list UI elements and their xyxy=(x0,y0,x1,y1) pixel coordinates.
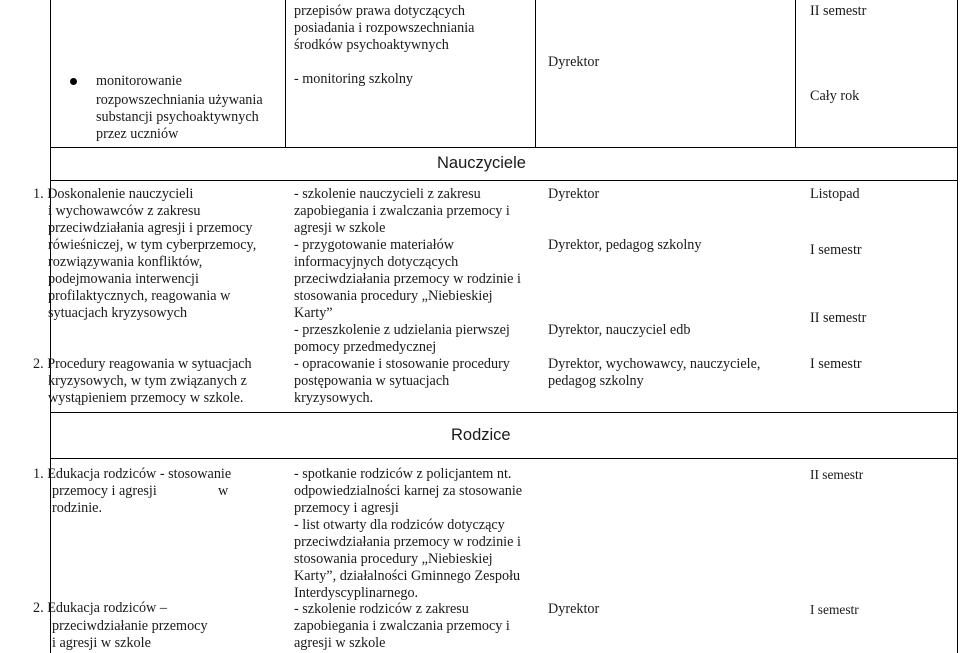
term-label: Listopad xyxy=(810,186,860,202)
method-line: postępowania w sytuacjach xyxy=(294,373,450,389)
term-label: Cały rok xyxy=(810,88,860,104)
row-divider-4 xyxy=(50,458,958,459)
method-line: przepisów prawa dotyczących xyxy=(294,3,465,19)
task-line: w xyxy=(218,483,229,499)
method-line: - przygotowanie materiałów xyxy=(294,237,454,253)
method-line: przeciwdziałania przemocy w rodzinie i xyxy=(294,534,521,550)
method-line: Karty” xyxy=(294,305,333,321)
responsible-person: Dyrektor xyxy=(548,186,600,202)
column-divider-1 xyxy=(285,0,286,147)
term-label: II semestr xyxy=(810,310,867,326)
task-line: profilaktycznych, reagowania w xyxy=(48,288,231,304)
task-line: 1. Doskonalenie nauczycieli xyxy=(33,186,194,202)
responsible-person: Dyrektor, nauczyciel edb xyxy=(548,322,691,338)
method-line: środków psychoaktywnych xyxy=(294,37,449,53)
task-line: przemocy i agresji xyxy=(52,483,157,499)
method-line: przeciwdziałania przemocy w rodzinie i xyxy=(294,271,521,287)
method-line: agresji w szkole xyxy=(294,220,386,236)
method-line: Karty”, działalności Gminnego Zespołu xyxy=(294,568,521,584)
task-line: rówieśniczej, w tym cyberprzemocy, xyxy=(48,237,257,253)
task-line: wystąpieniem przemocy w szkole. xyxy=(48,390,244,406)
task-line: przeciwdziałania agresji i przemocy xyxy=(48,220,253,236)
method-line: - szkolenie nauczycieli z zakresu xyxy=(294,186,481,202)
task-line: monitorowanie xyxy=(96,73,182,89)
task-line: kryzysowych, w tym związanych z xyxy=(48,373,247,389)
task-line: rozpowszechniania używania xyxy=(96,92,263,108)
task-line: rodzinie. xyxy=(52,500,103,516)
term-label: I semestr xyxy=(810,602,859,617)
task-line: przez uczniów xyxy=(96,126,179,142)
method-line: odpowiedzialności karnej za stosowanie xyxy=(294,483,523,499)
method-line: stosowania procedury „Niebieskiej xyxy=(294,288,493,304)
task-line: rozwiązywania konfliktów, xyxy=(48,254,203,270)
list-bullet xyxy=(70,78,77,85)
responsible-person: pedagog szkolny xyxy=(548,373,644,389)
term-label: II semestr xyxy=(810,3,867,19)
responsible-person: Dyrektor xyxy=(548,54,600,70)
term-label: I semestr xyxy=(810,356,862,372)
responsible-person: Dyrektor, pedagog szkolny xyxy=(548,237,702,253)
table-border-right xyxy=(957,0,958,653)
method-line: posiadania i rozpowszechniania xyxy=(294,20,475,36)
section-header-teachers: Nauczyciele xyxy=(437,154,526,172)
method-line: - list otwarty dla rodziców dotyczący xyxy=(294,517,505,533)
method-line: informacyjnych dotyczących xyxy=(294,254,459,270)
method-line: agresji w szkole xyxy=(294,635,386,651)
term-label: I semestr xyxy=(810,242,862,258)
method-line: Interdyscyplinarnego. xyxy=(294,585,419,601)
column-divider-3 xyxy=(795,0,796,147)
method-line: zapobiegania i zwalczania przemocy i xyxy=(294,203,510,219)
task-line: 1. Edukacja rodziców - stosowanie xyxy=(33,466,232,482)
task-line: przeciwdziałanie przemocy xyxy=(52,618,208,634)
task-line: i wychowawców z zakresu xyxy=(48,203,201,219)
method-line: - przeszkolenie z udzielania pierwszej xyxy=(294,322,510,338)
method-line: kryzysowych. xyxy=(294,390,374,406)
section-header-parents: Rodzice xyxy=(451,426,511,444)
row-divider-3 xyxy=(50,412,958,413)
method-line: zapobiegania i zwalczania przemocy i xyxy=(294,618,510,634)
method-line: - opracowanie i stosowanie procedury xyxy=(294,356,510,372)
task-line: i agresji w szkole xyxy=(52,635,151,651)
row-divider-2 xyxy=(50,180,958,181)
task-line: 2. Procedury reagowania w sytuacjach xyxy=(33,356,252,372)
responsible-person: Dyrektor xyxy=(548,601,600,617)
method-line: przemocy i agresji xyxy=(294,500,399,516)
task-line: 2. Edukacja rodziców – xyxy=(33,600,167,616)
method-line: - monitoring szkolny xyxy=(294,71,414,87)
responsible-person: Dyrektor, wychowawcy, nauczyciele, xyxy=(548,356,761,372)
row-divider-1 xyxy=(50,147,958,148)
table-border-left xyxy=(50,0,51,653)
task-line: substancji psychoaktywnych xyxy=(96,109,259,125)
task-line: podejmowania interwencji xyxy=(48,271,199,287)
method-line: - szkolenie rodziców z zakresu xyxy=(294,601,469,617)
method-line: stosowania procedury „Niebieskiej xyxy=(294,551,493,567)
method-line: - spotkanie rodziców z policjantem nt. xyxy=(294,466,512,482)
column-divider-2 xyxy=(535,0,536,147)
method-line: pomocy przedmedycznej xyxy=(294,339,437,355)
task-line: sytuacjach kryzysowych xyxy=(48,305,188,321)
term-label: II semestr xyxy=(810,467,864,482)
